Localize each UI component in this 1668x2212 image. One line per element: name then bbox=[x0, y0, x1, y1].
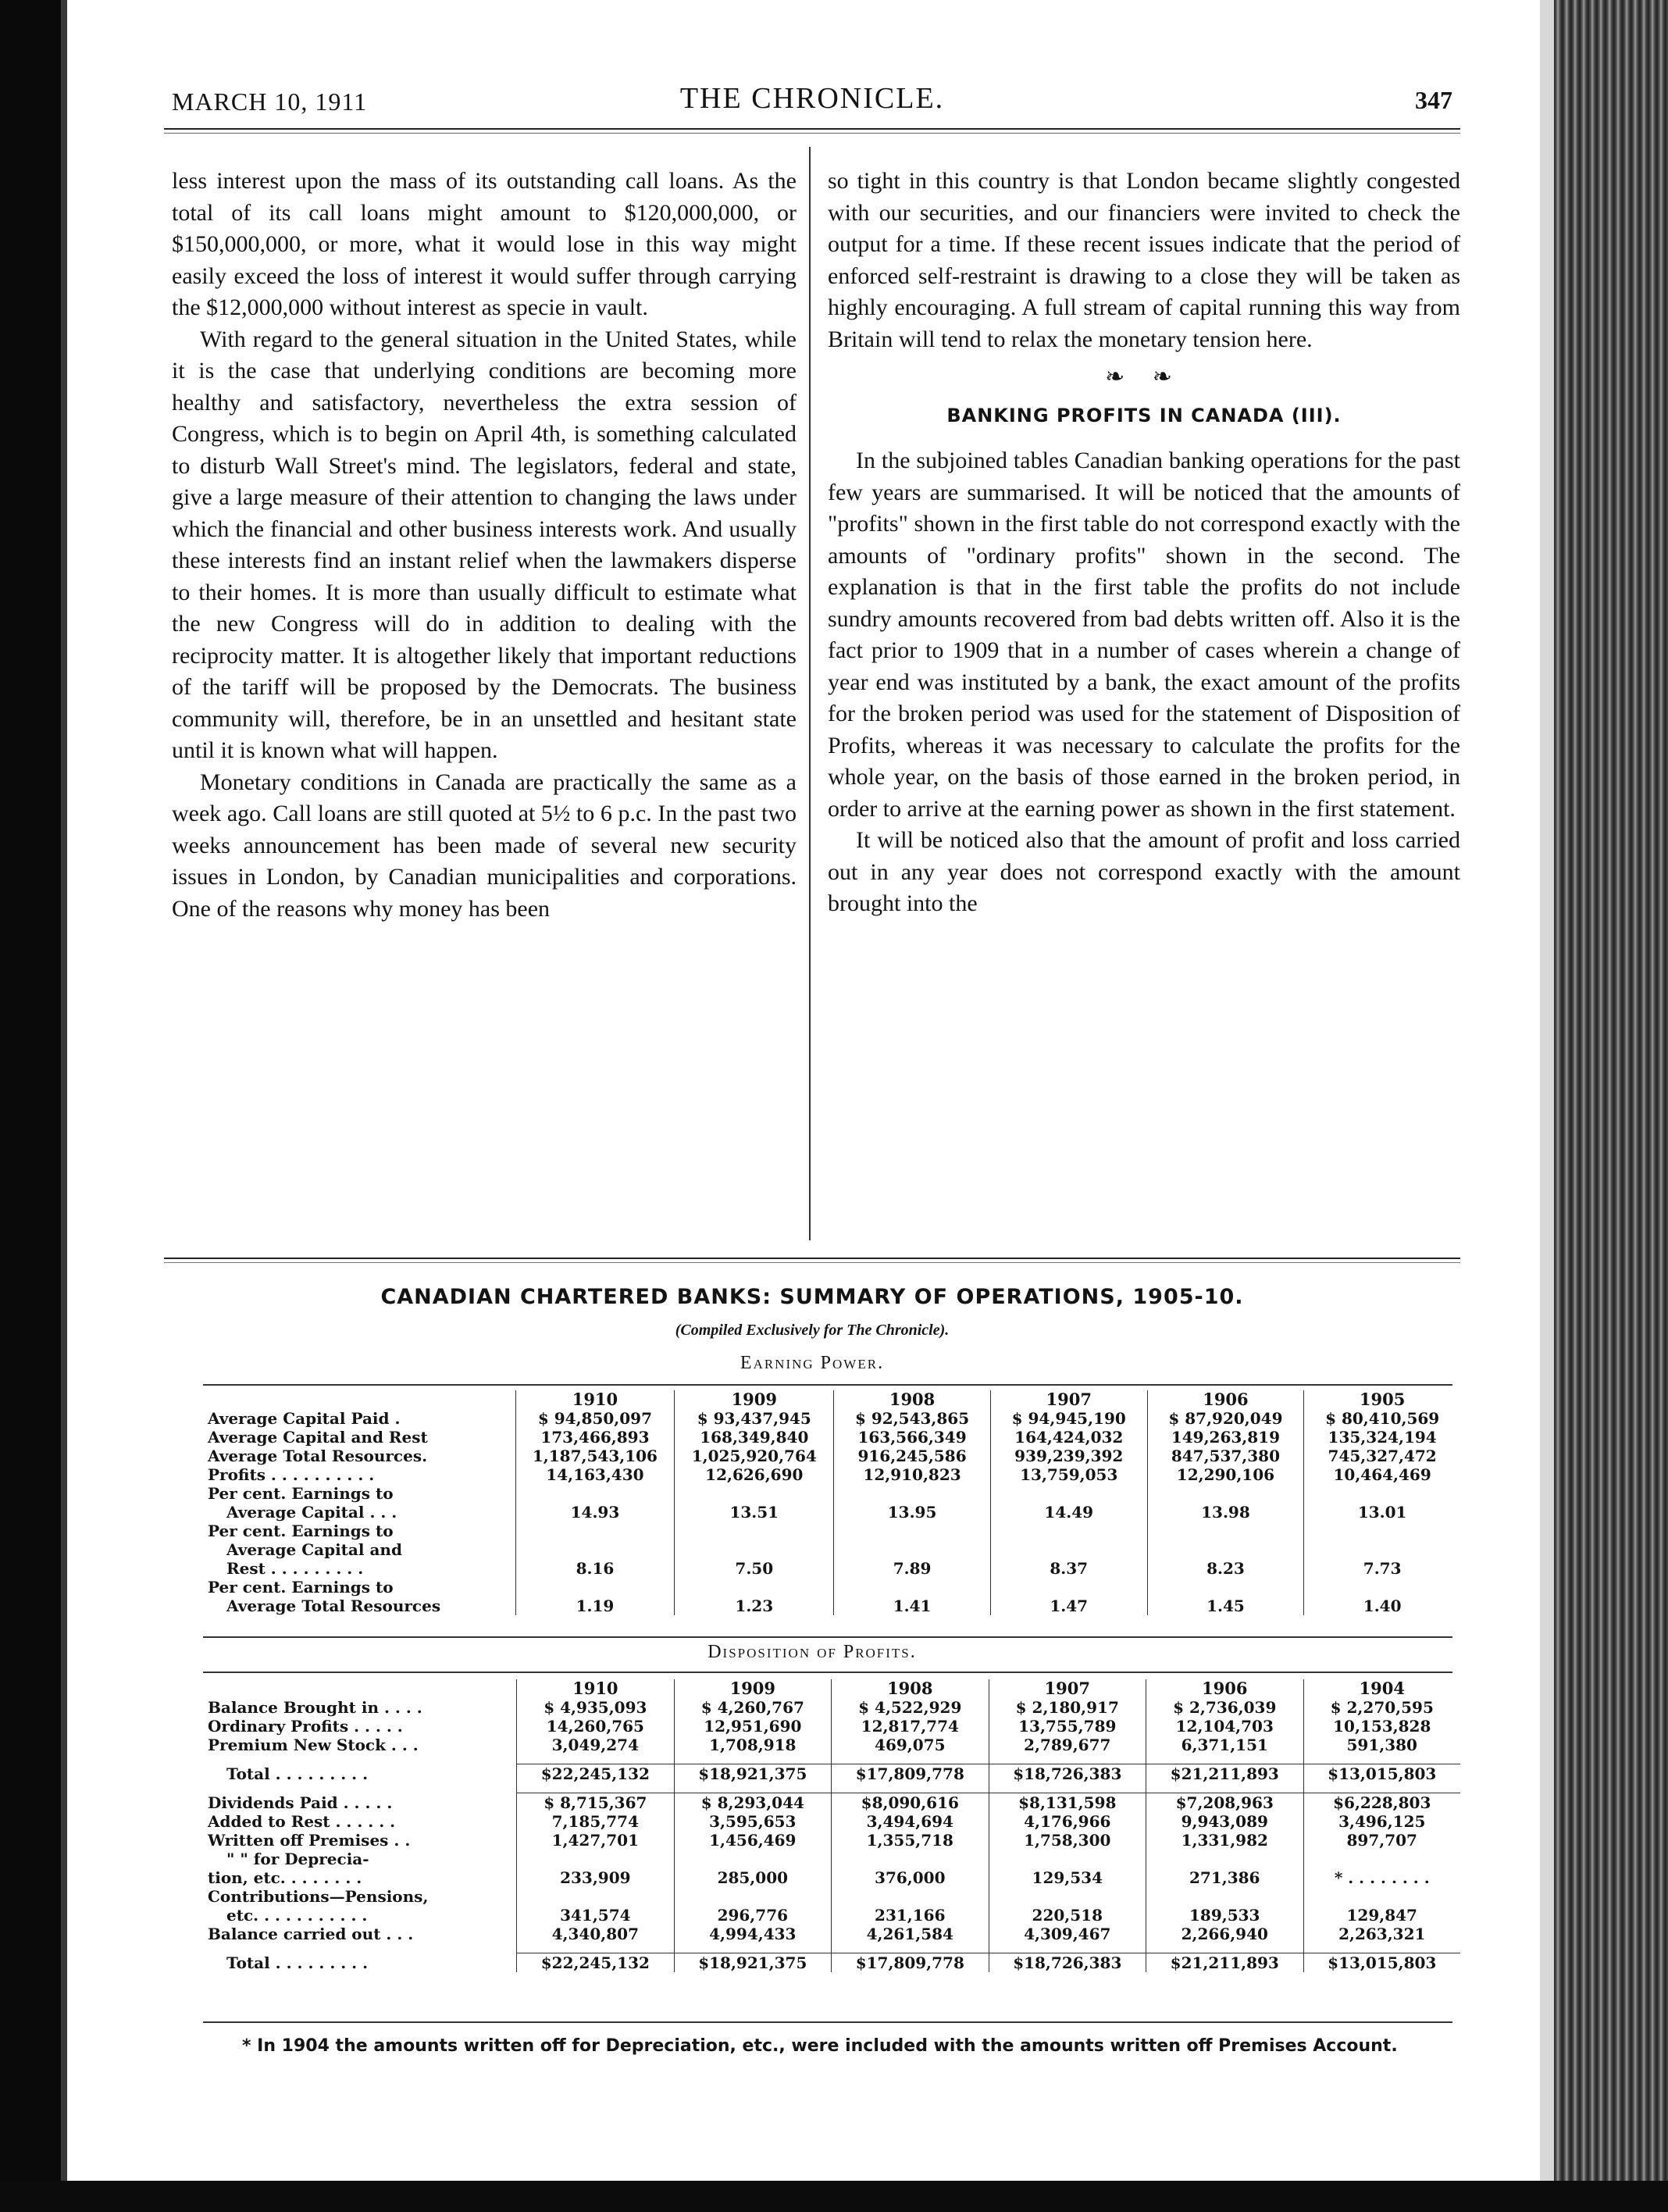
cell: 939,239,392 bbox=[990, 1447, 1147, 1465]
cell: $17,809,778 bbox=[832, 1953, 989, 1973]
row-label: Rest . . . . . . . . . bbox=[226, 1559, 364, 1578]
row-label: Added to Rest . . . . . . bbox=[208, 1812, 396, 1831]
row-label: Premium New Stock . . . bbox=[208, 1736, 419, 1754]
table-top-line bbox=[203, 1671, 1452, 1673]
table-row bbox=[203, 1428, 1460, 1447]
earning-power-table bbox=[203, 1390, 1460, 1615]
footnote: * In 1904 the amounts written off for Depreciation, etc., were included with the amounts written off Premises Account. bbox=[242, 2036, 1398, 2056]
cell: 271,386 bbox=[1146, 1868, 1303, 1887]
cell: $ 80,410,569 bbox=[1304, 1409, 1460, 1428]
header-rule-thin bbox=[164, 133, 1460, 134]
cell: $18,726,383 bbox=[989, 1764, 1146, 1784]
header-rule bbox=[164, 128, 1460, 130]
paragraph: In the subjoined tables Canadian banking operations for the past few years are summarised. It will be noticed that the amounts of "profits" shown in the first table do not correspond exactly with the amounts of "ordinary profits" shown in the second. The explanation is that in the first table the profits do not include sundry amounts recovered from bad debts written off. Also it is the fact prior to 1909 that in a number of cases wherein a change of year end was instituted by a bank, the exact amount of the profits for the broken period was used for the statement of Disposition of Profits, whereas it was necessary to calculate the profits for the whole year, on the basis of those earned in the broken period, in order to arrive at the earning power as shown in the first statement. bbox=[828, 448, 1460, 822]
row-label: Per cent. Earnings to bbox=[208, 1484, 394, 1503]
disposition-heading: Disposition of Profits. bbox=[707, 1642, 917, 1662]
cell: 897,707 bbox=[1303, 1831, 1460, 1850]
cell: 469,075 bbox=[832, 1736, 989, 1754]
cell: 7.50 bbox=[675, 1559, 834, 1578]
cell: 4,994,433 bbox=[674, 1925, 831, 1943]
cell: $ 4,522,929 bbox=[832, 1698, 989, 1717]
table-row bbox=[203, 1409, 1460, 1428]
table-row bbox=[203, 1503, 1460, 1522]
table-row bbox=[203, 1850, 1460, 1868]
cell: $ 93,437,945 bbox=[675, 1409, 834, 1428]
table-bottom-line bbox=[203, 1636, 1452, 1638]
row-label: Contributions—Pensions, bbox=[208, 1887, 429, 1906]
ornament-icon: ❧ ❧ bbox=[1105, 364, 1183, 390]
row-label: " " for Deprecia- bbox=[226, 1850, 369, 1868]
cell: 12,290,106 bbox=[1147, 1465, 1304, 1484]
table-row bbox=[203, 1465, 1460, 1484]
table-row bbox=[203, 1698, 1460, 1717]
table-row bbox=[203, 1578, 1460, 1597]
cell: 12,817,774 bbox=[832, 1717, 989, 1736]
left-column bbox=[172, 166, 797, 925]
table-row bbox=[203, 1559, 1460, 1578]
cell: $18,726,383 bbox=[989, 1953, 1146, 1973]
cell: 12,104,703 bbox=[1146, 1717, 1303, 1736]
row-label: tion, etc. . . . . . . . bbox=[208, 1868, 362, 1887]
cell: $ 87,920,049 bbox=[1147, 1409, 1304, 1428]
cell: 1,456,469 bbox=[674, 1831, 831, 1850]
cell: 129,847 bbox=[1303, 1906, 1460, 1925]
cell: 168,349,840 bbox=[675, 1428, 834, 1447]
cell: 8.37 bbox=[990, 1559, 1147, 1578]
table-row bbox=[203, 1868, 1460, 1887]
row-label: Average Capital and bbox=[226, 1540, 402, 1559]
cell: 591,380 bbox=[1303, 1736, 1460, 1754]
cell: $13,015,803 bbox=[1303, 1764, 1460, 1784]
table-row bbox=[203, 1597, 1460, 1615]
table-row bbox=[203, 1522, 1460, 1540]
cell: 916,245,586 bbox=[834, 1447, 991, 1465]
table-rule-thin bbox=[164, 1262, 1460, 1263]
year: 1910 bbox=[515, 1390, 675, 1409]
cell: 2,266,940 bbox=[1146, 1925, 1303, 1943]
paragraph: With regard to the general situation in the United States, while it is the case that underlying conditions are becoming more healthy and satisfactory, nevertheless the extra session of Congress, which is to begin on April 4th, is something calculated to disturb Wall Street's mind. The legislators, federal and state, give a large measure of their attention to changing the laws under which the financial and other business interests work. And usually these interests find an instant relief when the lawmakers disperse to their homes. It is more than usually difficult to estimate what the new Congress will do in addition to dealing with the reciprocity matter. It is altogether likely that important reductions of the tariff will be proposed by the Democrats. The business community will, therefore, be in an unsettled and hesitant state until it is known what will happen. bbox=[172, 326, 797, 763]
cell: 12,626,690 bbox=[675, 1465, 834, 1484]
cell: $22,245,132 bbox=[517, 1764, 674, 1784]
table-row bbox=[203, 1812, 1460, 1831]
cell: 14,260,765 bbox=[517, 1717, 674, 1736]
table-row bbox=[203, 1484, 1460, 1503]
row-label: Average Capital . . . bbox=[226, 1503, 397, 1522]
cell: 4,176,966 bbox=[989, 1812, 1146, 1831]
cell: $ 8,715,367 bbox=[517, 1793, 674, 1813]
cell: 3,496,125 bbox=[1303, 1812, 1460, 1831]
table-row bbox=[203, 1736, 1460, 1754]
row-label: Total . . . . . . . . . bbox=[226, 1953, 369, 1972]
cell: $ 8,293,044 bbox=[674, 1793, 831, 1813]
section-heading: BANKING PROFITS IN CANADA (III). bbox=[946, 404, 1342, 426]
cell: 220,518 bbox=[989, 1906, 1146, 1925]
row-label: Average Capital Paid . bbox=[208, 1409, 401, 1428]
paragraph: Monetary conditions in Canada are practically the same as a week ago. Call loans are still quoted at 5½ to 6 p.c. In the past two weeks announcement has been made of several new security issues in London, by Canadian municipalities and corporations. One of the reasons why money has been bbox=[172, 769, 797, 922]
table-rule bbox=[164, 1258, 1460, 1259]
cell: $ 2,180,917 bbox=[989, 1698, 1146, 1717]
year: 1910 bbox=[517, 1679, 674, 1698]
cell: * . . . . . . . . bbox=[1303, 1868, 1460, 1887]
cell: 10,464,469 bbox=[1304, 1465, 1460, 1484]
column-divider bbox=[809, 147, 811, 1240]
cell: $ 94,850,097 bbox=[515, 1409, 675, 1428]
table-top-line bbox=[203, 1384, 1452, 1386]
year: 1908 bbox=[834, 1390, 991, 1409]
cell: 745,327,472 bbox=[1304, 1447, 1460, 1465]
cell: 12,910,823 bbox=[834, 1465, 991, 1484]
cell: 231,166 bbox=[832, 1906, 989, 1925]
row-label: Written off Premises . . bbox=[208, 1831, 411, 1850]
cell: 164,424,032 bbox=[990, 1428, 1147, 1447]
cell: 10,153,828 bbox=[1303, 1717, 1460, 1736]
cell: 1,758,300 bbox=[989, 1831, 1146, 1850]
cell: 3,595,653 bbox=[674, 1812, 831, 1831]
cell: 3,049,274 bbox=[517, 1736, 674, 1754]
scan-bottom-edge bbox=[0, 2181, 1668, 2212]
cell: 233,909 bbox=[517, 1868, 674, 1887]
row-label: Average Capital and Rest bbox=[208, 1428, 428, 1447]
cell: $ 2,270,595 bbox=[1303, 1698, 1460, 1717]
cell: 296,776 bbox=[674, 1906, 831, 1925]
cell: $ 4,260,767 bbox=[674, 1698, 831, 1717]
paragraph: less interest upon the mass of its outstanding call loans. As the total of its call loans might amount to $120,000,000, or $150,000,000, or more, what it would lose in this way might easily exceed the loss of interest it would suffer through carrying the $12,000,000 without interest as specie in vault. bbox=[172, 168, 797, 320]
cell: 7.89 bbox=[834, 1559, 991, 1578]
cell: 1.40 bbox=[1304, 1597, 1460, 1615]
table-row bbox=[203, 1906, 1460, 1925]
cell: 173,466,893 bbox=[515, 1428, 675, 1447]
cell: $7,208,963 bbox=[1146, 1793, 1303, 1813]
row-label: Average Total Resources. bbox=[208, 1447, 428, 1465]
page-number: 347 bbox=[1415, 86, 1452, 114]
year: 1906 bbox=[1146, 1679, 1303, 1698]
scan-page-edges bbox=[1554, 0, 1668, 2212]
cell: $18,921,375 bbox=[674, 1764, 831, 1784]
cell: 1.45 bbox=[1147, 1597, 1304, 1615]
row-label: Per cent. Earnings to bbox=[208, 1522, 394, 1540]
scan-right-margin bbox=[1540, 0, 1556, 2212]
cell: 4,309,467 bbox=[989, 1925, 1146, 1943]
cell: 9,943,089 bbox=[1146, 1812, 1303, 1831]
cell: 14.49 bbox=[990, 1503, 1147, 1522]
cell: 13,755,789 bbox=[989, 1717, 1146, 1736]
cell: 285,000 bbox=[674, 1868, 831, 1887]
cell: 1,187,543,106 bbox=[515, 1447, 675, 1465]
cell: $22,245,132 bbox=[517, 1953, 674, 1973]
scan-left-shadow bbox=[61, 0, 67, 2212]
journal-title: THE CHRONICLE. bbox=[679, 82, 945, 115]
cell: $17,809,778 bbox=[832, 1764, 989, 1784]
year: 1907 bbox=[990, 1390, 1147, 1409]
cell: $ 2,736,039 bbox=[1146, 1698, 1303, 1717]
table-bottom-line bbox=[203, 2021, 1452, 2023]
paragraph: so tight in this country is that London became slightly congested with our securities, and our financiers were invited to check the output for a time. If these recent issues indicate that the period of enforced self-restraint is drawing to a close they will be taken as highly encouraging. A full stream of capital running this way from Britain will tend to relax the monetary tension here. bbox=[828, 168, 1460, 352]
cell: 1,708,918 bbox=[674, 1736, 831, 1754]
cell: 129,534 bbox=[989, 1868, 1146, 1887]
cell: 14.93 bbox=[515, 1503, 675, 1522]
year-row bbox=[203, 1679, 1460, 1698]
cell: 135,324,194 bbox=[1304, 1428, 1460, 1447]
year: 1909 bbox=[674, 1679, 831, 1698]
cell: 1.47 bbox=[990, 1597, 1147, 1615]
row-label: Dividends Paid . . . . . bbox=[208, 1793, 393, 1812]
year-row bbox=[203, 1390, 1460, 1409]
running-head bbox=[164, 78, 1460, 125]
earning-power-heading: Earning Power. bbox=[740, 1353, 885, 1373]
cell: 4,340,807 bbox=[517, 1925, 674, 1943]
cell: 6,371,151 bbox=[1146, 1736, 1303, 1754]
table-row bbox=[203, 1831, 1460, 1850]
year: 1904 bbox=[1303, 1679, 1460, 1698]
cell: 8.23 bbox=[1147, 1559, 1304, 1578]
cell: 13.01 bbox=[1304, 1503, 1460, 1522]
issue-date: MARCH 10, 1911 bbox=[172, 87, 368, 116]
table-row bbox=[203, 1447, 1460, 1465]
year: 1905 bbox=[1304, 1390, 1460, 1409]
table-subtitle: (Compiled Exclusively for The Chronicle). bbox=[675, 1322, 950, 1339]
cell: $ 92,543,865 bbox=[834, 1409, 991, 1428]
cell: 1,355,718 bbox=[832, 1831, 989, 1850]
cell: 1,427,701 bbox=[517, 1831, 674, 1850]
paragraph: It will be noticed also that the amount of profit and loss carried out in any year does not correspond exactly with the amount brought into the bbox=[828, 827, 1460, 916]
cell: 341,574 bbox=[517, 1906, 674, 1925]
cell: 3,494,694 bbox=[832, 1812, 989, 1831]
table-row bbox=[203, 1540, 1460, 1559]
journal-page bbox=[164, 78, 1460, 2148]
cell: $18,921,375 bbox=[674, 1953, 831, 1973]
cell: 1,331,982 bbox=[1146, 1831, 1303, 1850]
cell: 13,759,053 bbox=[990, 1465, 1147, 1484]
cell: $ 4,935,093 bbox=[517, 1698, 674, 1717]
cell: 149,263,819 bbox=[1147, 1428, 1304, 1447]
cell: 13.98 bbox=[1147, 1503, 1304, 1522]
cell: 4,261,584 bbox=[832, 1925, 989, 1943]
row-label: Per cent. Earnings to bbox=[208, 1578, 394, 1597]
total-row bbox=[203, 1953, 1460, 1973]
row-label: Balance Brought in . . . . bbox=[208, 1698, 422, 1717]
total-row bbox=[203, 1764, 1460, 1784]
cell: 2,263,321 bbox=[1303, 1925, 1460, 1943]
year: 1909 bbox=[675, 1390, 834, 1409]
cell: 7.73 bbox=[1304, 1559, 1460, 1578]
cell: 14,163,430 bbox=[515, 1465, 675, 1484]
cell: 376,000 bbox=[832, 1868, 989, 1887]
right-column bbox=[828, 166, 1460, 920]
cell: 12,951,690 bbox=[674, 1717, 831, 1736]
cell: 189,533 bbox=[1146, 1906, 1303, 1925]
cell: $21,211,893 bbox=[1146, 1764, 1303, 1784]
cell: 7,185,774 bbox=[517, 1812, 674, 1831]
cell: 1,025,920,764 bbox=[675, 1447, 834, 1465]
cell: 1.23 bbox=[675, 1597, 834, 1615]
cell: 1.19 bbox=[515, 1597, 675, 1615]
cell: $8,131,598 bbox=[989, 1793, 1146, 1813]
row-label: etc. . . . . . . . . . . bbox=[226, 1906, 368, 1925]
row-label: Average Total Resources bbox=[226, 1597, 441, 1615]
table-row bbox=[203, 1793, 1460, 1813]
disposition-table bbox=[203, 1679, 1460, 1972]
row-label: Ordinary Profits . . . . . bbox=[208, 1717, 403, 1736]
cell: $21,211,893 bbox=[1146, 1953, 1303, 1973]
cell: 163,566,349 bbox=[834, 1428, 991, 1447]
cell: 2,789,677 bbox=[989, 1736, 1146, 1754]
cell: 1.41 bbox=[834, 1597, 991, 1615]
scan-left-edge bbox=[0, 0, 61, 2212]
year: 1907 bbox=[989, 1679, 1146, 1698]
cell: 8.16 bbox=[515, 1559, 675, 1578]
cell: 13.51 bbox=[675, 1503, 834, 1522]
row-label: Balance carried out . . . bbox=[208, 1925, 414, 1943]
table-row bbox=[203, 1887, 1460, 1906]
year: 1908 bbox=[832, 1679, 989, 1698]
cell: $8,090,616 bbox=[832, 1793, 989, 1813]
cell: $ 94,945,190 bbox=[990, 1409, 1147, 1428]
row-label: Profits . . . . . . . . . . bbox=[208, 1465, 375, 1484]
cell: $13,015,803 bbox=[1303, 1953, 1460, 1973]
table-title: CANADIAN CHARTERED BANKS: SUMMARY OF OPERATIONS, 1905-10. bbox=[380, 1285, 1244, 1309]
table-row bbox=[203, 1925, 1460, 1943]
year: 1906 bbox=[1147, 1390, 1304, 1409]
table-row bbox=[203, 1717, 1460, 1736]
cell: $6,228,803 bbox=[1303, 1793, 1460, 1813]
cell: 847,537,380 bbox=[1147, 1447, 1304, 1465]
cell: 13.95 bbox=[834, 1503, 991, 1522]
row-label: Total . . . . . . . . . bbox=[226, 1764, 369, 1783]
